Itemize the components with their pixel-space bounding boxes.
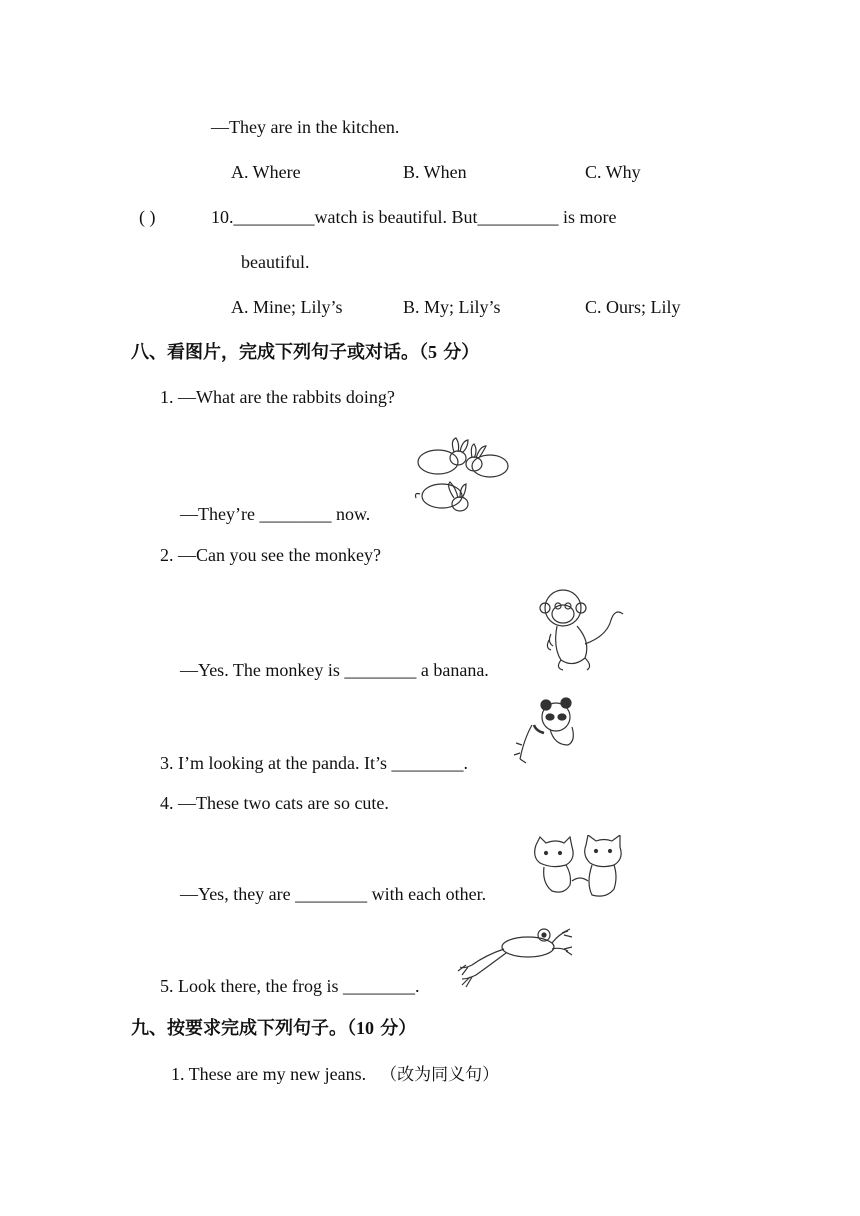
- section9-score-num: 10: [356, 1018, 374, 1038]
- q10-stem: 10._________watch is beautiful. But_________ is more: [211, 207, 617, 227]
- s9-item1-question: 1. These are my new jeans.: [171, 1064, 367, 1084]
- rabbits-icon: [410, 436, 516, 518]
- section8-score-close: 分）: [437, 342, 480, 363]
- q10-stem-cont: beautiful.: [241, 252, 310, 272]
- q10-answer-bracket: ( ): [139, 207, 156, 227]
- q9-option-b: B. When: [403, 162, 467, 182]
- s8-item3-question: 3. I’m looking at the panda. It’s ________.: [160, 753, 468, 773]
- s8-item4-question: 4. —These two cats are so cute.: [160, 793, 389, 813]
- section8-score-open: （: [419, 342, 428, 363]
- q10-option-a: A. Mine; Lily’s: [231, 297, 343, 317]
- panda-icon: [510, 695, 586, 767]
- s8-item5-question: 5. Look there, the frog is ________.: [160, 976, 420, 996]
- q9-option-a: A. Where: [231, 162, 301, 182]
- section8-score-num: 5: [428, 342, 437, 362]
- q10-option-b: B. My; Lily’s: [403, 297, 501, 317]
- frog-icon: [456, 925, 576, 989]
- section8-heading: [131, 343, 479, 362]
- s8-item2-question: 2. —Can you see the monkey?: [160, 545, 381, 565]
- q10-option-c: C. Ours; Lily: [585, 297, 681, 317]
- section8-title: 八、看图片，完成下列句子或对话。: [131, 342, 419, 363]
- s9-item1: [171, 1065, 499, 1084]
- cats-icon: [530, 835, 626, 901]
- section9-score-open: （: [347, 1018, 356, 1039]
- q9-option-c: C. Why: [585, 162, 641, 182]
- s8-item2-answer: —Yes. The monkey is ________ a banana.: [180, 660, 489, 680]
- s9-item1-instruction: （改为同义句）: [380, 1065, 500, 1085]
- s8-item1-answer: —They’re ________ now.: [180, 504, 371, 524]
- monkey-icon: [537, 586, 627, 674]
- section9-score-close: 分）: [374, 1018, 417, 1039]
- q9-answer: —They are in the kitchen.: [211, 117, 400, 137]
- section9-heading: [131, 1019, 416, 1038]
- section9-title: 九、按要求完成下列句子。: [131, 1018, 347, 1039]
- s8-item4-answer: —Yes, they are ________ with each other.: [180, 884, 487, 904]
- s8-item1-question: 1. —What are the rabbits doing?: [160, 387, 395, 407]
